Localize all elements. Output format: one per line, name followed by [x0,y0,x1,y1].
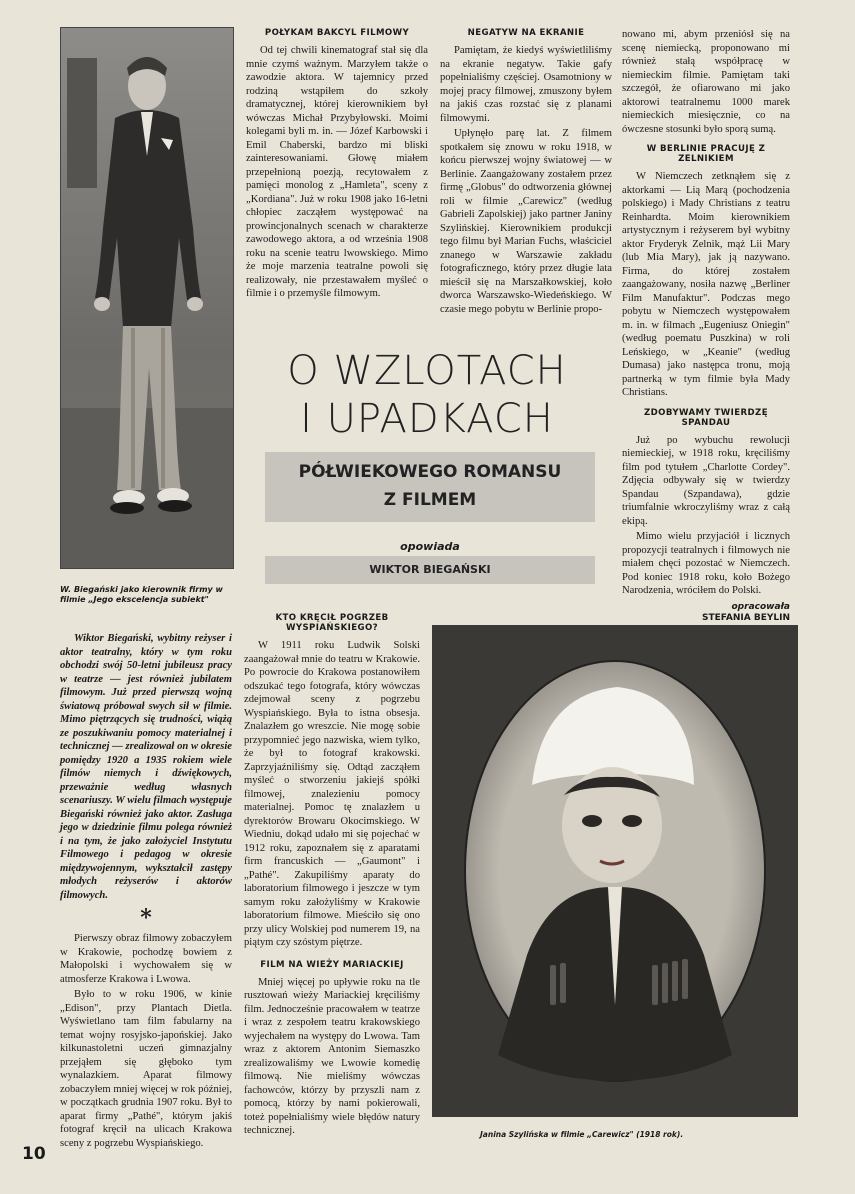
paragraph: W Niemczech zetknąłem się z aktorkami — Lią Marą (pochodzenia polskiego) i Mady Christians z teatru Reinhardta. Moim kierownikiem artystycznym i reżyserem był wybitny aktor Fryderyk Zelnik, mąż Lii Mary (lub Mia Mary), jak ją nazywano. Firma, do której zostałem zaangażowany, nosiła nazwę „Berliner Film Manufaktur". Podczas mego pobytu w Niemczech występowałem m. in. w filmach „Eugeniusz Oniegin" (według poematu Puszkina) w roli Leńskiego, w „Keanie" (według Dumasa) jako następca tronu, moją partnerką w tym filmie była Mady Christians. [622,171,790,398]
actress-photo [432,625,798,1117]
told-by-label: opowiada [400,540,460,553]
edited-by-label: opracowała [731,601,790,612]
section-heading: ZDOBYWAMY TWIERDZĘ SPANDAU [644,407,768,428]
paragraph: Upłynęło parę lat. Z filmem spotkałem się znowu w roku 1918, w końcu pierwszej wojny światowej — w Berlinie. Zaangażowany zostałem przez firmę „Globus" do odtworzenia głównej roli w filmie „Carewicz" (według Gabrieli Zapolskiej) jako partner Janiny Szylińskiej. Kierownikiem produkcji tego filmu był Marian Fuchs, właściciel znanego w Warszawie zakładu fotograficznego, który przez długie lata mieścił się na Marszałkowskiej, koło dworca Warszawsko-Wiedeńskiego. W czasie mego pobytu w Berlinie propo- [440,128,612,315]
article-title-line1: O WZLOTACH [287,348,567,394]
author-band: WIKTOR BIEGAŃSKI [265,556,595,584]
paragraph: Mniej więcej po upływie roku na tle rusztowań wieży Mariackiej kręciliśmy film. Jednocześnie pracowałem w teatrze i wraz z zespołem teatru krakowskiego wyjechałem na występy do Lwowa. Tam wraz z aktorem Antonim Siemaszko zrealizowaliśmy we Lwowie komedię filmową. Nie mieliśmy wówczas fachowców, którzy by przyszli nam z pomocą, którzy by nami pokierowali, toteż popełnialiśmy wiele błędów natury technicznej. [244,976,420,1136]
section-heading: NEGATYW NA EKRANIE [467,28,585,38]
paragraph: Pamiętam, że kiedyś wyświetliliśmy na ekranie negatyw. Takie gafy popełnialiśmy częściej. Osamotniony w mojej pracy filmowej, zmuszony byłem na jakiś czas rozstać się z planami filmowymi. [440,45,612,124]
paragraph: Było to w roku 1906, w kinie „Edison", przy Plantach Dietla. Wyświetlano tam film fabularny na temat wojny rosyjsko-japońskiej. Jako kilkunastoletni uczeń gimnazjalny przejąłem się głęboko tym wynalazkiem. Aparat filmowy zobaczyłem mniej więcej w rok później, w początkach grudnia 1907 roku. Był to aparat firmy „Pathé", którym jakiś fotograf kręcił na ulicach Krakowa sceny z pogrzebu Wyspiańskiego. [60,989,232,1149]
column-text [622,28,790,136]
column-text [244,976,420,1138]
actress-photo-caption: Janina Szylińska w filmie „Carewicz" (1918 rok). [480,1130,684,1139]
actor-figure-illustration [61,28,233,568]
article-title-line2: I UPADKACH [300,396,554,442]
paragraph: Już po wybuchu rewolucji niemieckiej, w 1918 roku, kręciliśmy film pod tytułem „Charlotte Cordey". Zdjęcia odbywały się w twierdzy Spandau (Szpandawa), gdzie triumfalnie wkroczyliśmy wraz z całą ekipą. [622,434,790,527]
actress-portrait-illustration [432,625,798,1117]
column-text [622,170,790,400]
subtitle-line1: PÓŁWIEKOWEGO ROMANSU [298,462,562,482]
subtitle-band [265,452,595,522]
column-3 [440,28,612,316]
column-2 [246,28,428,301]
actor-photo [60,27,234,569]
section-separator-star: * [140,905,152,931]
paragraph: Wiktor Biegański, wybitny reżyser i aktor teatralny, który w tym roku obchodzi swój 50-letni jubileusz pracy w teatrze — jest również jubilatem filmowym. Już przed pierwszą wojną światową próbował swych sił w filmie. Mimo piętrzących się trudności, wiążą ze poszukiwaniu pomocy materialnej i technicznej — zrealizował on w okresie pomiędzy 1920 a 1935 rokiem wiele filmów niemych i dźwiękowych, przeważnie według własnych scenariuszy. W wielu filmach występuje Biegański również jako aktor. Zasługa jego w dziedzinie filmu polega również i na tym, że jako założyciel Instytutu Filmowego i pedagog w okresie międzywojennym, wykształcił zastępy młodych reżyserów i aktorów filmowych. [60,633,232,901]
section-heading: POŁYKAM BAKCYL FILMOWY [264,28,410,38]
page-number: 10 [22,1144,46,1164]
column-text [246,44,428,301]
paragraph: nowano mi, abym przeniósł się na scenę niemiecką, proponowano mi również stałą współpracę w niemieckim filmie. Pamiętam taki szczegół, że ofiarowano mi jako aktorowi teatralnemu 1000 marek niemieckich miesięcznie, co na ówczesne stosunki było sporą sumą. [622,29,790,135]
column-text [622,434,790,598]
paragraph: Od tej chwili kinematograf stał się dla mnie czymś ważnym. Marzyłem także o zawodzie aktora. W tajemnicy przed rodziną wstąpiłem do szkoły dramatycznej, której kierownikiem był wówczas Michał Przybyłowski. Moimi kolegami byli m. in. — Józef Karbowski i Emil Chaberski, bardzo mi bliski zainteresowaniami. Głowę miałem przepełnioną poezją, recytowałem z pamięci monolog z „Hamleta", sceny z „Kordiana". Już w roku 1908 jako 16-letni chłopiec zacząłem występować na prowincjonalnych scenach w charakterze zawodowego aktora, a od września 1908 roku na scenie teatru lwowskiego. Mimo że moje marzenia teatralne powoli się realizowały, nie przestawałem myśleć o filmie i o przemyśle filmowym. [246,45,428,299]
editor-name: STEFANIA BEYLIN [702,612,790,623]
section-heading: KTO KRĘCIŁ POGRZEB WYSPIAŃSKIEGO? [275,613,389,633]
middle-column [244,613,420,1138]
column-text [440,44,612,316]
subtitle-line2: Z FILMEM [383,490,477,510]
column-text [60,932,232,1150]
intro-column [60,632,232,1150]
paragraph: W 1911 roku Ludwik Solski zaangażował mnie do teatru w Krakowie. Po powrocie do Krakowa postanowiłem odszukać tego fotografa, który wówczas zdejmował sceny z pogrzebu Wyspiańskiego. Była to istna obsesja. Znalazłem go wreszcie. Nie mogę sobie przypomnieć jego nazwiska, wiem tylko, że był to fotograf krakowski. Zaprzyjaźniliśmy się. Odtąd zacząłem myśleć o stworzeniu jakiejś spółki filmowej, znalezieniu pomocy materialnej. Pomoc tę znalazłem u dyrektorów Browaru Okocimskiego. W Wiedniu, dokąd udało mi się pojechać w 1912 roku, zapoznałem się z aparatami firm francuskich — „Gaumont" i „Pathé". Zakupiliśmy aparaty do laboratorium filmowego i jeszcze w tym samym roku założyliśmy w Krakowie laboratorium filmowe. Mieściło się ono przy ulicy Wolskiej pod numerem 19, na piątym czy szóstym piętrze. [244,640,420,948]
intro-text [60,632,232,902]
actor-photo-caption: W. Biegański jako kierownik firmy w filmie „Jego ekscelencja subiekt" [60,585,223,604]
paragraph: Pierwszy obraz filmowy zobaczyłem w Krakowie, pochodzę bowiem z Małopolski i wychowałem się w atmosferze Krakowa i Lwowa. [60,933,232,985]
paragraph: Mimo wielu przyjaciół i licznych propozycji teatralnych i filmowych nie miałem chęci pozostać w Niemczech. Pod koniec 1918 roku, koło Bożego Narodzenia, wróciłem do Polski. [622,531,790,596]
column-text [244,639,420,950]
section-heading: FILM NA WIEŻY MARIACKIEJ [260,959,404,970]
section-heading: W BERLINIE PRACUJĘ Z ZELNIKIEM [646,144,766,164]
column-4 [622,28,790,655]
